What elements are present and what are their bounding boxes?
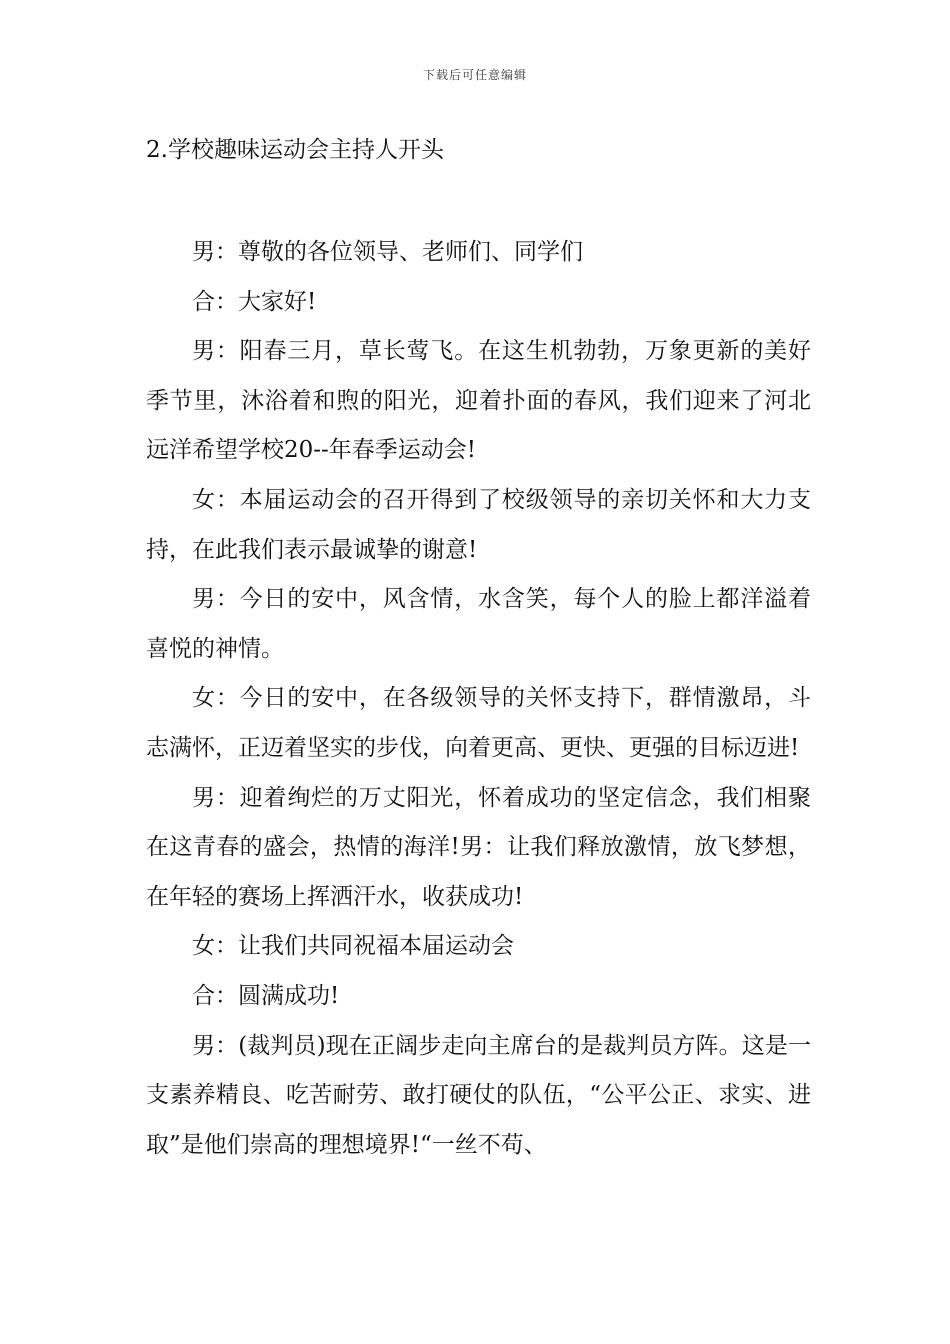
document-title: 2.学校趣味运动会主持人开头	[146, 137, 444, 163]
page-header-note: 下载后可任意编辑	[422, 68, 527, 82]
paragraph: 男：迎着绚烂的万丈阳光，怀着成功的坚定信念，我们相聚在这青春的盛会，热情的海洋!男：让我们释放激情，放飞梦想，在年轻的赛场上挥洒汗水，收获成功!	[146, 784, 811, 910]
paragraph: 男：(裁判员)现在正阔步走向主席台的是裁判员方阵。这是一支素养精良、吃苦耐劳、敢打硬仗的队伍，“公平公正、求实、进取”是他们崇高的理想境界!“一丝不苟、	[146, 1032, 811, 1158]
paragraph: 合：大家好!	[192, 288, 317, 315]
paragraph: 女：本届运动会的召开得到了校级领导的亲切关怀和大力支持，在此我们表示最诚挚的谢意!	[146, 486, 811, 563]
paragraph: 女：今日的安中，在各级领导的关怀支持下，群情激昂，斗志满怀，正迈着坚实的步伐，向着更高、更快、更强的目标迈进!	[146, 685, 811, 761]
paragraph: 合：圆满成功!	[192, 982, 340, 1009]
paragraph: 男：阳春三月，草长莺飞。在这生机勃勃，万象更新的美好季节里，沐浴着和煦的阳光，迎着扑面的春风，我们迎来了河北远洋希望学校20--年春季运动会!	[146, 338, 811, 464]
document-body	[146, 228, 811, 1170]
paragraph: 男：今日的安中，风含情，水含笑，每个人的脸上都洋溢着喜悦的神情。	[146, 586, 811, 662]
paragraph: 女：让我们共同祝福本届运动会	[192, 933, 514, 960]
paragraph: 男：尊敬的各位领导、老师们、同学们	[192, 239, 583, 265]
